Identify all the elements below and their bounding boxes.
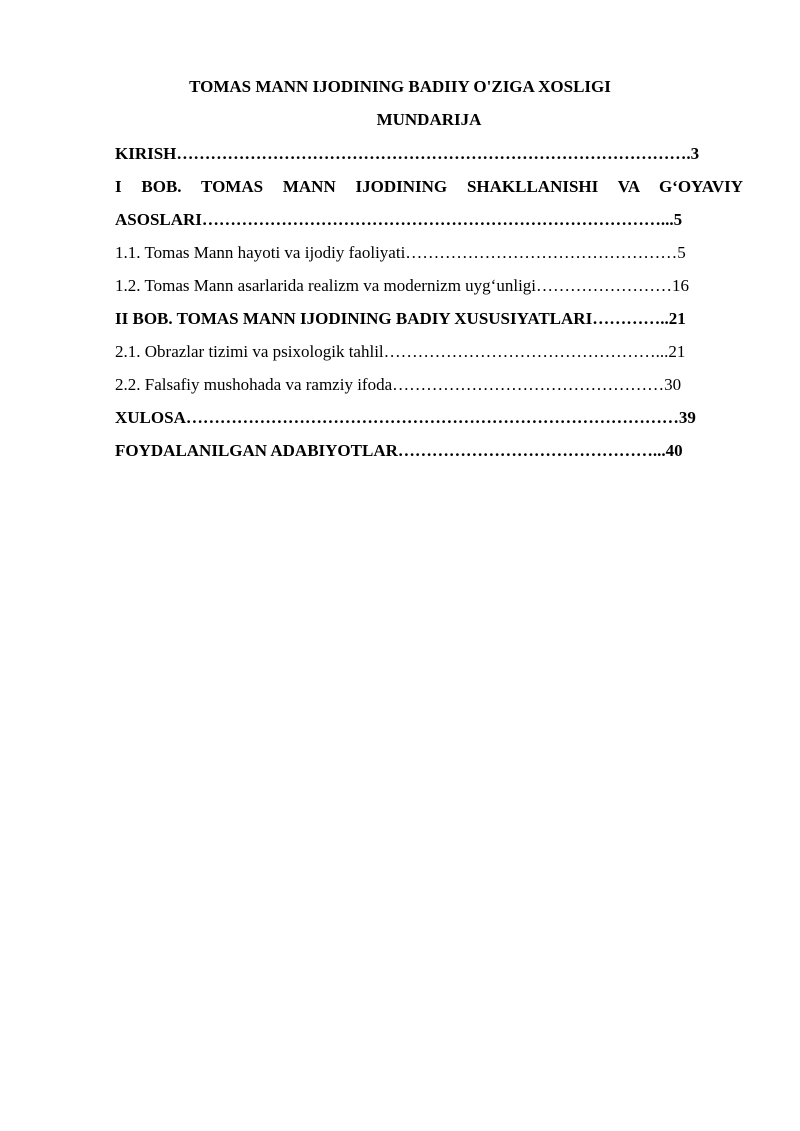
- toc-word: SHAKLLANISHI: [466, 177, 599, 196]
- toc-word: BOB.: [141, 177, 182, 196]
- toc-word: MANN: [282, 177, 336, 196]
- toc-entry-2-1: 2.1. Obrazlar tizimi va psixologik tahlil…………………………………………...21: [115, 342, 686, 361]
- toc-entry-xulosa: XULOSA……………………………………………………………………………39: [115, 408, 696, 427]
- toc-word: TOMAS: [201, 177, 264, 196]
- toc-entry-kirish: KIRISH……………………………………………………………………………….3: [115, 144, 700, 163]
- toc-entry-chapter-1-line-1: [115, 176, 743, 209]
- toc-word: IJODINING: [355, 177, 448, 196]
- toc-entry-chapter-1-line-2: ASOSLARI………………………………………………………………………...5: [115, 210, 683, 229]
- toc-entry-chapter-2: II BOB. TOMAS MANN IJODINING BADIY XUSUSIYATLARI…………..21: [115, 309, 686, 328]
- toc-word: G‘OYAVIY: [658, 177, 744, 196]
- toc-entry-adabiyotlar: FOYDALANILGAN ADABIYOTLAR………………………………………...40: [115, 441, 683, 460]
- toc-word: I: [115, 177, 122, 196]
- document-title: TOMAS MANN IJODINING BADIIY O'ZIGA XOSLIGI: [189, 77, 611, 96]
- toc-word: VA: [617, 177, 640, 196]
- toc-entry-2-2: 2.2. Falsafiy mushohada va ramziy ifoda…………………………………………30: [115, 375, 682, 394]
- toc-entry-1-2: 1.2. Tomas Mann asarlarida realizm va modernizm uyg‘unligi……………………16: [115, 276, 690, 295]
- toc-heading: MUNDARIJA: [376, 110, 482, 129]
- toc-entry-1-1: 1.1. Tomas Mann hayoti va ijodiy faoliyati…………………………………………5: [115, 243, 686, 262]
- table-of-contents: [115, 143, 743, 473]
